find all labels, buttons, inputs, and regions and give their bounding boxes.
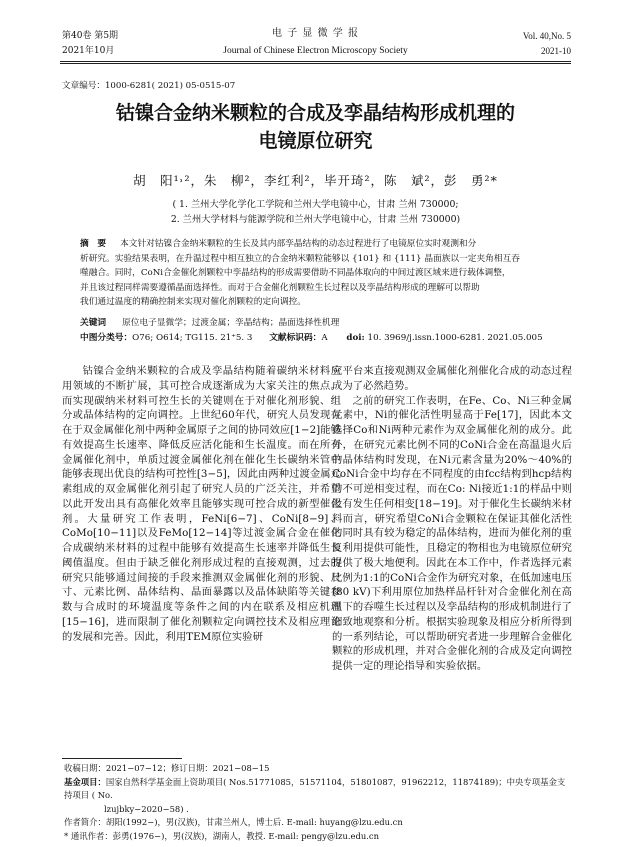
header-rule-thin-2 <box>60 63 571 64</box>
header-issue-left: 第40卷 第5期 <box>62 31 119 41</box>
abstract-line-3: 噬融合。同时，CoNi合金催化剂颗粒中孪晶结构的形成需要借助不同晶体取向的中间过渡区域来进行载体调整， <box>80 268 511 278</box>
footnote-author-info: 作者简介：胡阳(1992−)，男(汉族)，甘肃兰州人，博士后. E-mail: huyang@lzu.edu.cn <box>64 817 403 827</box>
fund-line-2: lzujbky−2020−58) . <box>104 803 189 814</box>
authors: 胡 阳¹˒²，朱 柳²，李红利²，毕开琦²，陈 斌²，彭 勇²* <box>133 173 498 188</box>
abstract-line-1: 摘 要 本文针对钴镍合金纳米颗粒的生长及其内部孪晶结构的动态过程进行了电镜原位实时观测和分 <box>80 239 477 249</box>
affiliation-1: ( 1. 兰州大学化学化工学院和兰州大学电镜中心，甘肃 兰州 730000; <box>172 199 459 210</box>
keywords <box>80 316 339 330</box>
doc-code-value: A <box>321 333 328 343</box>
journal-title-en: Journal of Chinese Electron Microscopy Society <box>223 46 408 56</box>
clc-value: O76; O614; TG115. 21⁺5. 3 <box>132 333 253 343</box>
classification-line <box>80 331 570 345</box>
header-rule-thin <box>60 61 571 62</box>
footnote-fund <box>64 776 570 803</box>
footnotes <box>64 762 570 843</box>
keywords-value: 原位电子显微学；过渡金属；孪晶结构；晶面选择性机理 <box>122 318 340 328</box>
body-paragraph: 究平台来直接观测双金属催化剂催化合成的动态过程成为了必然趋势。 <box>332 365 572 392</box>
abstract-label: 摘 要 <box>80 239 107 249</box>
keywords-label: 关键词 <box>80 318 107 328</box>
abstract-line-5: 我们通过温度的精确控制来实现对催化剂颗粒的定向调控。 <box>80 297 306 307</box>
body-right-column <box>332 364 572 674</box>
doc-code-label: 文献标识码： <box>269 333 322 343</box>
fund-label: 基金项目： <box>64 776 106 787</box>
article-title-line-1: 钴镍合金纳米颗粒的合成及孪晶结构形成机理的 <box>115 102 515 124</box>
doi-value: 10. 3969/j.issn.1000-6281. 2021.05.005 <box>367 333 543 343</box>
body-paragraph: 之前的研究工作表明，在Fe、Co、Ni三种金属元素中，Ni的催化活性明显高于Fe[17]，因此本文选择Co和Ni两种元素作为双金属催化剂的成分。此外，在研究元素比例不同的CoNi合金在高温退火后的晶体结构时发现，在Ni元素含量为20%～40%的CoNi合金中均存在不同程度的由fcc结构到hcp结构的不可逆相变过程，而在Co: Ni接近1:1的样品中则没有发生任何相变[18−19]。对于催化生长碳纳米材料而言，研究希望CoNi合金颗粒在保证其催化活性的同时具有较为稳定的晶体结构，进而为催化剂的重复利用提供可能性，且稳定的物相也为电镜原位研究提供了极大地便利。因此在本工作中，作者选择元素比例为1:1的CoNi合金作为研究对象，在低加速电压(80 kV)下利用原位加热样品杆针对合金催化剂在高温下的吞噬生长过程以及孪晶结构的形成机制进行了细致地观察和分析。根据实验现象及相应分析所得到的一系列结论，可以帮助研究者进一步理解合金催化颗粒的形成机理，并对合金催化剂的合成及定向调控提供一定的理论指导和实验依据。 <box>332 394 572 672</box>
body-paragraph: 钴镍合金纳米颗粒的合成及孪晶结构随着碳纳米材料应用领域的不断扩展，其可控合成逐渐成为大家关注的焦点。而实现碳纳米材料可控生长的关键则在于对催化剂形貌、组分或晶体结构的定向调控。上世纪60年代，研究人员发现存在于双金属催化剂中两种金属原子之间的协同效应[1−2]能够有效提高生长速率、降低反应活化能和生长温度。而在所有金属催化剂中，单质过渡金属催化剂在催化生长碳纳米管中能够表现出优良的结构可控性[3−5]，因此由两种过渡金属元素组成的双金属催化剂引起了研究人员的广泛关注，并希望以此开发出具有高催化效率且能够实现可控合成的新型催化剂。大量研究工作表明，FeNi[6−7]、CoNi[8−9]、CoMo[10−11]以及FeMo[12−14]等过渡金属合金在催化合成碳纳米材料的过程中能够有效提高生长速率并降低生长阈值温度。但由于缺乏催化剂形成过程的直接观测，过去的研究只能够通过间接的手段来推测双金属催化剂的形貌、尺寸、元素比例、晶体结构、晶面暴露以及晶体缺陷等关键参数与合成时的环境温度等条件之间的内在联系及相应机理[15−16]，进而限制了催化剂颗粒定向调控技术及相应理论的发展和完善。因此，利用TEM原位实验研 <box>62 365 341 643</box>
article-id: 文章编号：1000-6281( 2021) 05-0515-07 <box>62 81 236 91</box>
fund-line-1: 国家自然科学基金面上资助项目( Nos.51771085，51571104，51801087，91962212，11874189)；中央专项基金支持项目 ( No. <box>64 776 566 800</box>
footnote-corresponding: * 通讯作者：彭勇(1976−)，男(汉族)，湖南人，教授. E-mail: pengy@lzu.edu.cn <box>64 830 379 841</box>
doi-label: doi: <box>346 333 365 343</box>
header-date-left: 2021年10月 <box>62 46 115 56</box>
body-left-column <box>62 364 341 644</box>
header-issue-right: Vol. 40,No. 5 <box>522 31 571 41</box>
abstract <box>80 237 568 310</box>
abstract-line-4: 并且该过程同样需要遵循晶面选择性。而对于合金催化剂颗粒生长过程以及孪晶结构形成的理解可以帮助 <box>80 282 480 293</box>
header-date-right: 2021-10 <box>541 46 571 56</box>
journal-title-cn: 电 子 显 微 学 报 <box>272 28 359 39</box>
footnote-received: 收稿日期：2021−07−12；修订日期：2021−08−15 <box>64 763 270 773</box>
clc-label: 中图分类号： <box>80 333 133 343</box>
affiliation-2: 2. 兰州大学材料与能源学院和兰州大学电镜中心，甘肃 兰州 730000) <box>170 214 461 225</box>
article-title-line-2: 电镜原位研究 <box>258 130 373 152</box>
abstract-line-2: 析研究。实验结果表明，在升温过程中相互独立的合金纳米颗粒能够以 {101} 和 {111} 晶面族以一定夹角相互吞 <box>80 253 520 264</box>
footnote-rule <box>62 758 182 759</box>
